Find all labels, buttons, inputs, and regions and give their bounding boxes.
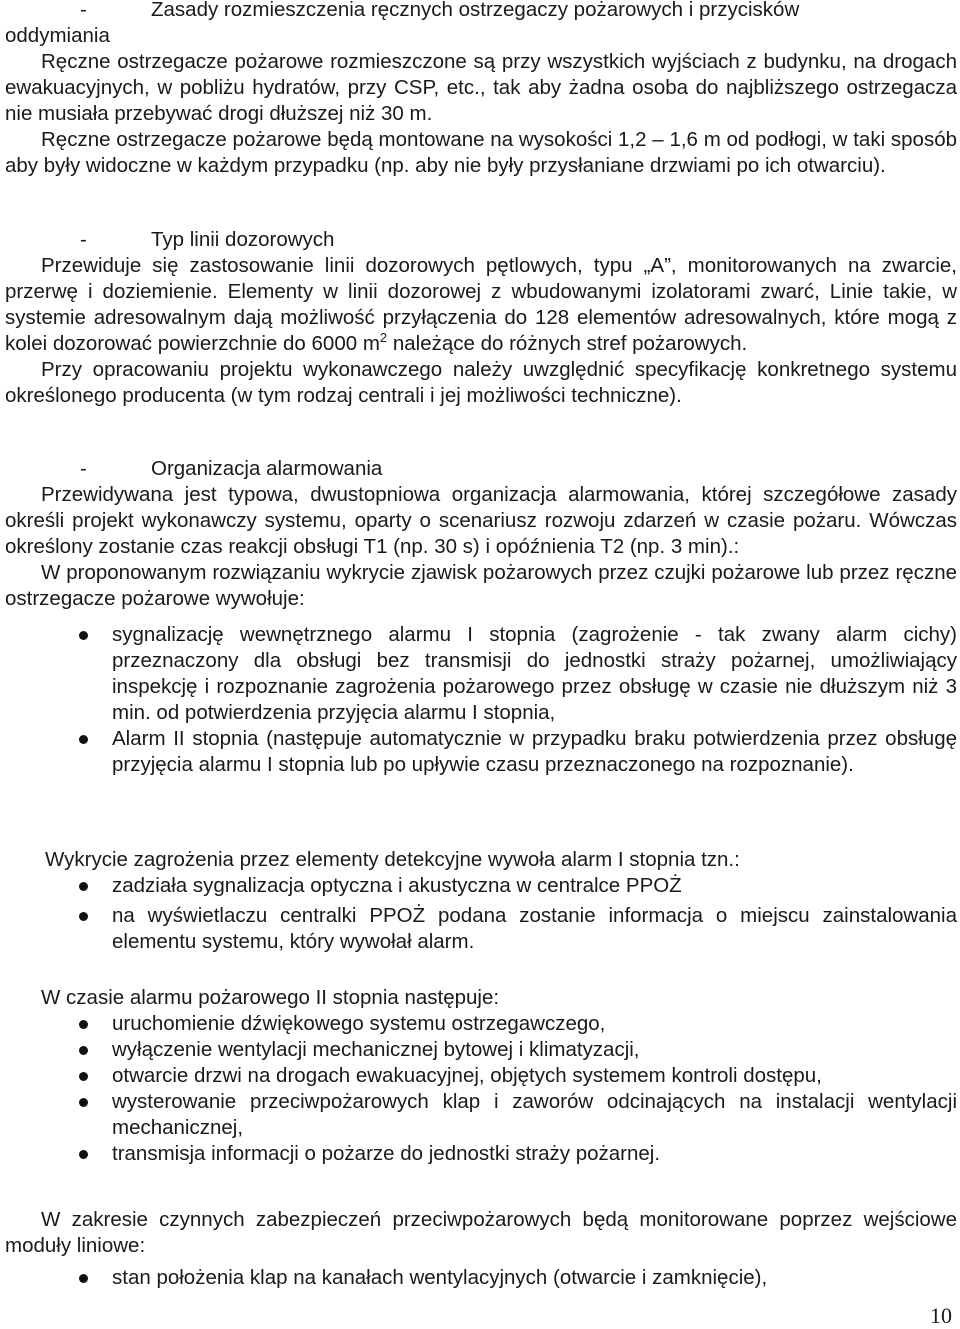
bullet-icon <box>79 912 88 921</box>
heading-text: Typ linii dozorowych <box>151 228 335 251</box>
heading-dash: - <box>80 457 87 480</box>
monitoring-block <box>5 1207 957 1291</box>
paragraph: W zakresie czynnych zabezpieczeń przeciwpożarowych będą monitorowane poprzez wejściowe moduły liniowe: <box>5 1208 957 1257</box>
list-item <box>5 1141 957 1167</box>
alarm-level-two-block <box>5 985 957 1167</box>
superscript: 2 <box>379 330 388 346</box>
heading-text: Organizacja alarmowania <box>151 457 383 480</box>
list-item <box>5 1089 957 1141</box>
bullet-list <box>5 1011 957 1167</box>
list-item <box>5 1037 957 1063</box>
paragraph <box>5 253 957 357</box>
paragraph: Ręczne ostrzegacze pożarowe rozmieszczone są przy wszystkich wyjściach z budynku, na drogach ewakuacyjnych, w pobliżu hydratów, przy CSP, etc., tak aby żadna osoba do najbliższego ostrzegacza nie musiała przebywać drogi dłuższej niż 30 m. <box>5 50 957 125</box>
list-item <box>5 1265 957 1291</box>
paragraph-text: należące do różnych stref pożarowych. <box>387 332 748 355</box>
list-item <box>5 622 957 726</box>
section-heading <box>5 0 957 23</box>
detection-block <box>5 847 957 955</box>
bullet-list <box>5 1265 957 1291</box>
bullet-icon <box>79 1098 88 1107</box>
list-item <box>5 873 957 899</box>
section-heading <box>5 456 957 482</box>
list-item-text: Alarm II stopnia (następuje automatycznie w przypadku braku potwierdzenia przez obsługę przyjęcia alarmu I stopnia lub po upływie czasu przeznaczonego na rozpoznanie). <box>112 727 957 776</box>
list-item <box>5 1063 957 1089</box>
page-number: 10 <box>930 1303 952 1328</box>
paragraph: Przewidywana jest typowa, dwustopniowa organizacja alarmowania, której szczegółowe zasady określi projekt wykonawczy systemu, oparty o scenariusz rozwoju zdarzeń w czasie pożaru. Wówczas określony zostanie czas reakcji obsługi T1 (np. 30 s) i opóźnienia T2 (np. 3 min).: <box>5 483 957 558</box>
list-item <box>5 726 957 778</box>
bullet-list <box>5 622 957 778</box>
list-item-text: uruchomienie dźwiękowego systemu ostrzegawczego, <box>112 1012 606 1035</box>
list-item-text: wyłączenie wentylacji mechanicznej bytowej i klimatyzacji, <box>112 1038 640 1061</box>
bullet-icon <box>79 735 88 744</box>
list-item-text: zadziała sygnalizacja optyczna i akustyczna w centralce PPOŻ <box>112 874 682 897</box>
paragraph: Przy opracowaniu projektu wykonawczego należy uwzględnić specyfikację konkretnego systemu określonego producenta (w tym rodzaj centrali i jej możliwości techniczne). <box>5 358 957 407</box>
bullet-icon <box>79 1072 88 1081</box>
bullet-icon <box>79 1020 88 1029</box>
list-item-text: sygnalizację wewnętrznego alarmu I stopnia (zagrożenie - tak zwany alarm cichy) przeznaczony dla obsługi bez transmisji do jednostki straży pożarnej, umożliwiający inspekcję i rozpoznanie zagrożenia pożarowego przez obsługę w czasie nie dłuższym niż 3 min. od potwierdzenia przyjęcia alarmu I stopnia, <box>112 623 957 724</box>
section-fire-call-points <box>5 0 957 179</box>
heading-continuation: oddymiania <box>5 24 110 47</box>
heading-dash: - <box>80 228 87 251</box>
list-item-text: wysterowanie przeciwpożarowych klap i zaworów odcinających na instalacji wentylacji mechanicznej, <box>112 1090 957 1139</box>
paragraph: Wykrycie zagrożenia przez elementy detekcyjne wywoła alarm I stopnia tzn.: <box>45 848 740 871</box>
list-item-text: na wyświetlaczu centralki PPOŻ podana zostanie informacja o miejscu zainstalowania elementu systemu, który wywołał alarm. <box>112 904 957 953</box>
paragraph-text: Przewiduje się zastosowanie linii dozorowych pętlowych, typu „A”, monitorowanych na zwarcie, przerwę i doziemienie. Elementy w linii dozorowej z wbudowanymi izolatorami zwarć, Linie takie, w systemie adresowalnym dają możliwość przyłączenia do 128 elementów adresowalnych, które mogą z kolei dozorować powierzchnie do 6000 m <box>5 254 957 355</box>
paragraph: W czasie alarmu pożarowego II stopnia następuje: <box>41 986 500 1009</box>
list-item <box>5 903 957 955</box>
list-item-text: transmisja informacji o pożarze do jednostki straży pożarnej. <box>112 1142 661 1165</box>
bullet-list <box>5 873 957 955</box>
list-item-text: otwarcie drzwi na drogach ewakuacyjnej, objętych systemem kontroli dostępu, <box>112 1064 822 1087</box>
bullet-icon <box>79 1046 88 1055</box>
section-detection-lines <box>5 227 957 409</box>
bullet-icon <box>79 631 88 640</box>
paragraph: Ręczne ostrzegacze pożarowe będą montowane na wysokości 1,2 – 1,6 m od podłogi, w taki sposób aby były widoczne w każdym przypadku (np. aby nie były przysłaniane drzwiami po ich otwarciu). <box>5 128 957 177</box>
paragraph: W proponowanym rozwiązaniu wykrycie zjawisk pożarowych przez czujki pożarowe lub przez ręczne ostrzegacze pożarowe wywołuje: <box>5 561 957 610</box>
heading-text: Zasady rozmieszczenia ręcznych ostrzegaczy pożarowych i przycisków <box>151 0 800 21</box>
bullet-icon <box>79 1274 88 1283</box>
bullet-icon <box>79 882 88 891</box>
list-item-text: stan położenia klap na kanałach wentylacyjnych (otwarcie i zamknięcie), <box>112 1266 768 1289</box>
section-heading <box>5 227 957 253</box>
heading-dash: - <box>80 0 87 21</box>
bullet-icon <box>79 1150 88 1159</box>
section-alarm-organization <box>5 456 957 778</box>
list-item <box>5 1011 957 1037</box>
